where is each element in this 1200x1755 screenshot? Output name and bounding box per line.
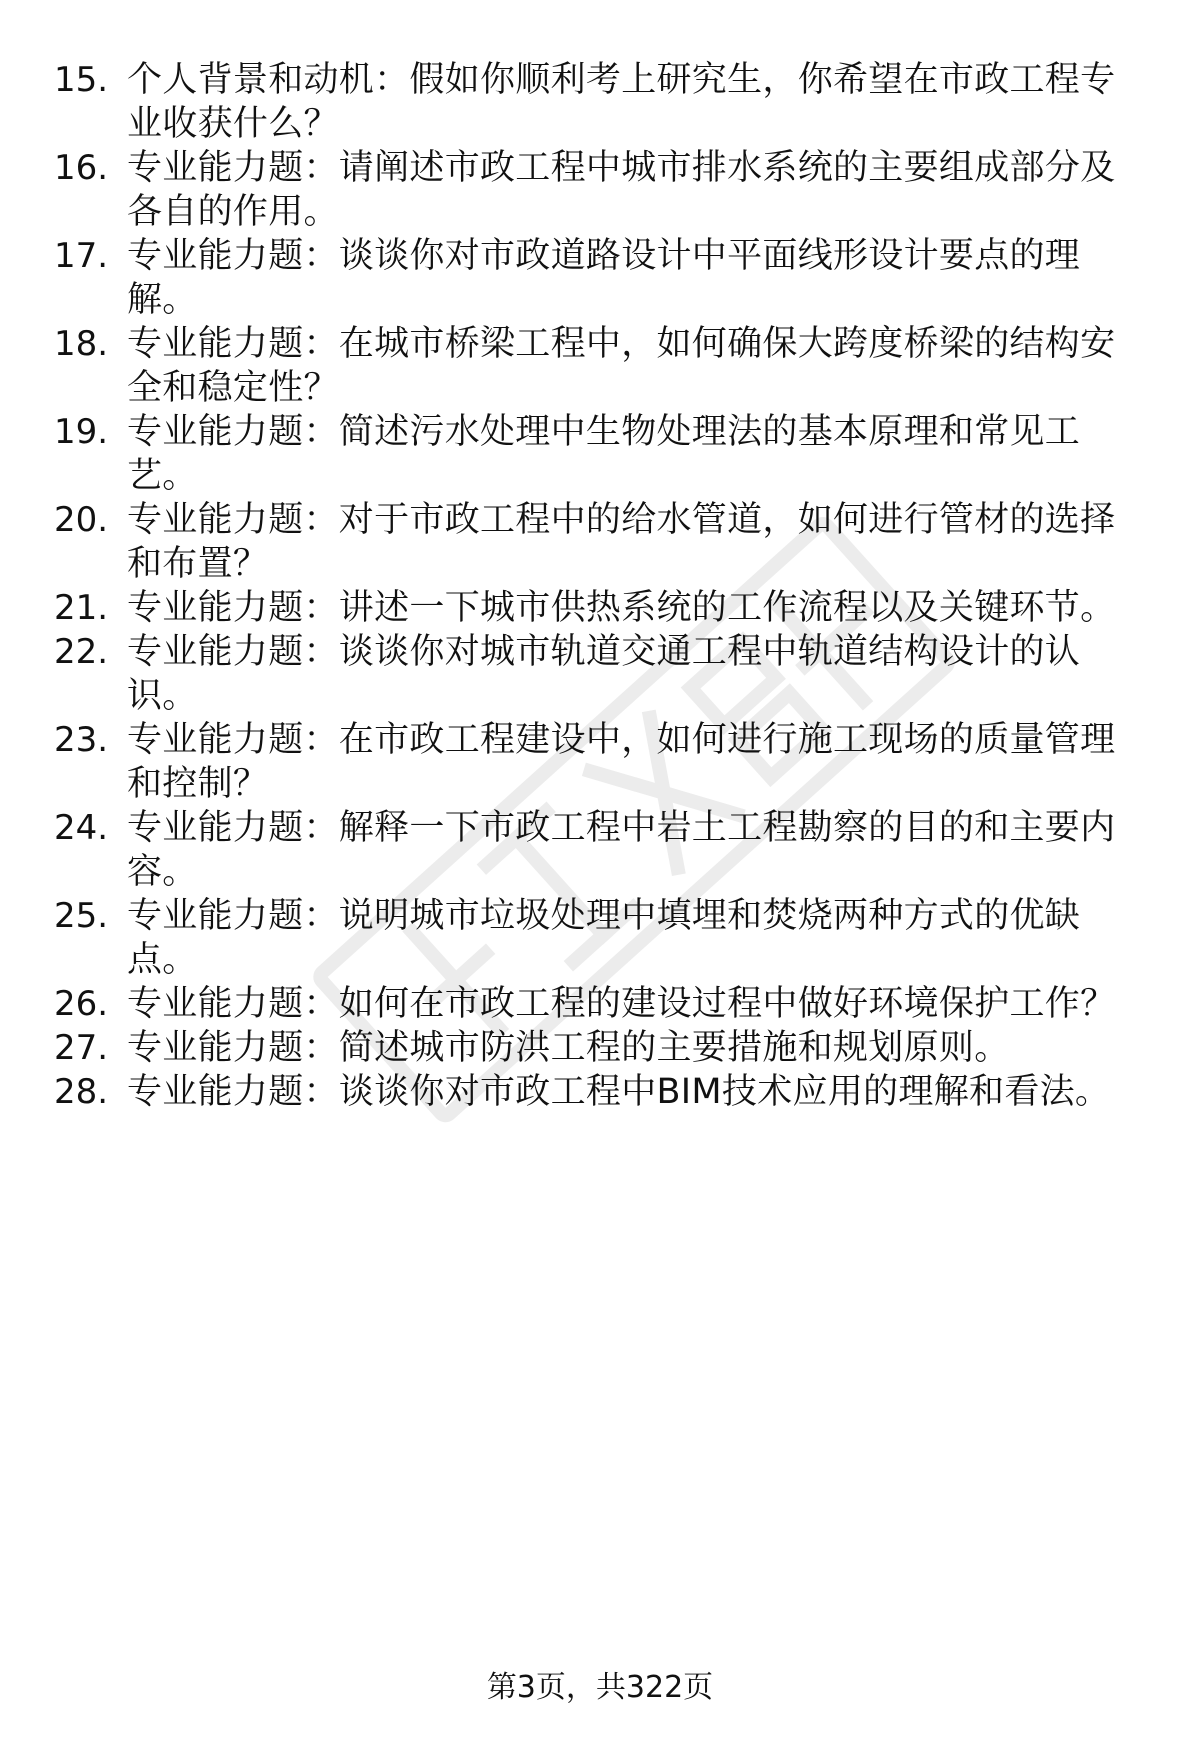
question-number: 26. xyxy=(54,984,109,1024)
question-number: 25. xyxy=(54,896,109,936)
question-item xyxy=(0,1070,1200,1114)
question-number: 19. xyxy=(54,412,109,452)
question-text: 专业能力题：讲述一下城市供热系统的工作流程以及关键环节。 xyxy=(127,588,1116,628)
question-item xyxy=(0,498,1200,586)
question-text: 专业能力题：说明城市垃圾处理中填埋和焚烧两种方式的优缺点。 xyxy=(127,896,1081,980)
question-text: 专业能力题：简述城市防洪工程的主要措施和规划原则。 xyxy=(127,1028,1010,1068)
question-text: 专业能力题：如何在市政工程的建设过程中做好环境保护工作？ xyxy=(127,984,1116,1024)
question-item xyxy=(0,234,1200,322)
question-text: 个人背景和动机：假如你顺利考上研究生，你希望在市政工程专业收获什么？ xyxy=(127,60,1116,144)
question-item xyxy=(0,586,1200,630)
question-item xyxy=(0,982,1200,1026)
question-number: 20. xyxy=(54,500,109,540)
question-text: 专业能力题：谈谈你对市政道路设计中平面线形设计要点的理解。 xyxy=(127,236,1081,320)
question-text: 专业能力题：在城市桥梁工程中，如何确保大跨度桥梁的结构安全和稳定性？ xyxy=(127,324,1116,408)
question-text: 专业能力题：谈谈你对市政工程中BIM技术应用的理解和看法。 xyxy=(127,1072,1111,1112)
question-item xyxy=(0,806,1200,894)
question-text: 专业能力题：简述污水处理中生物处理法的基本原理和常见工艺。 xyxy=(127,412,1081,496)
question-number: 27. xyxy=(54,1028,109,1068)
question-text: 专业能力题：在市政工程建设中，如何进行施工现场的质量管理和控制？ xyxy=(127,720,1116,804)
question-text: 专业能力题：对于市政工程中的给水管道，如何进行管材的选择和布置？ xyxy=(127,500,1116,584)
question-number: 23. xyxy=(54,720,109,760)
question-item xyxy=(0,1026,1200,1070)
question-item xyxy=(0,718,1200,806)
question-list xyxy=(0,58,1200,1114)
question-text: 专业能力题：谈谈你对城市轨道交通工程中轨道结构设计的认识。 xyxy=(127,632,1081,716)
question-text: 专业能力题：解释一下市政工程中岩土工程勘察的目的和主要内容。 xyxy=(127,808,1116,892)
question-item xyxy=(0,410,1200,498)
question-item xyxy=(0,894,1200,982)
question-number: 28. xyxy=(54,1072,109,1112)
question-number: 18. xyxy=(54,324,109,364)
question-number: 21. xyxy=(54,588,109,628)
question-item xyxy=(0,322,1200,410)
question-item xyxy=(0,630,1200,718)
question-number: 22. xyxy=(54,632,109,672)
question-item xyxy=(0,146,1200,234)
question-number: 24. xyxy=(54,808,109,848)
question-text: 专业能力题：请阐述市政工程中城市排水系统的主要组成部分及各自的作用。 xyxy=(127,148,1116,232)
page-number-footer: 第3页，共322页 xyxy=(486,1670,714,1705)
question-number: 16. xyxy=(54,148,109,188)
question-number: 15. xyxy=(54,60,109,100)
question-item xyxy=(0,58,1200,146)
question-number: 17. xyxy=(54,236,109,276)
